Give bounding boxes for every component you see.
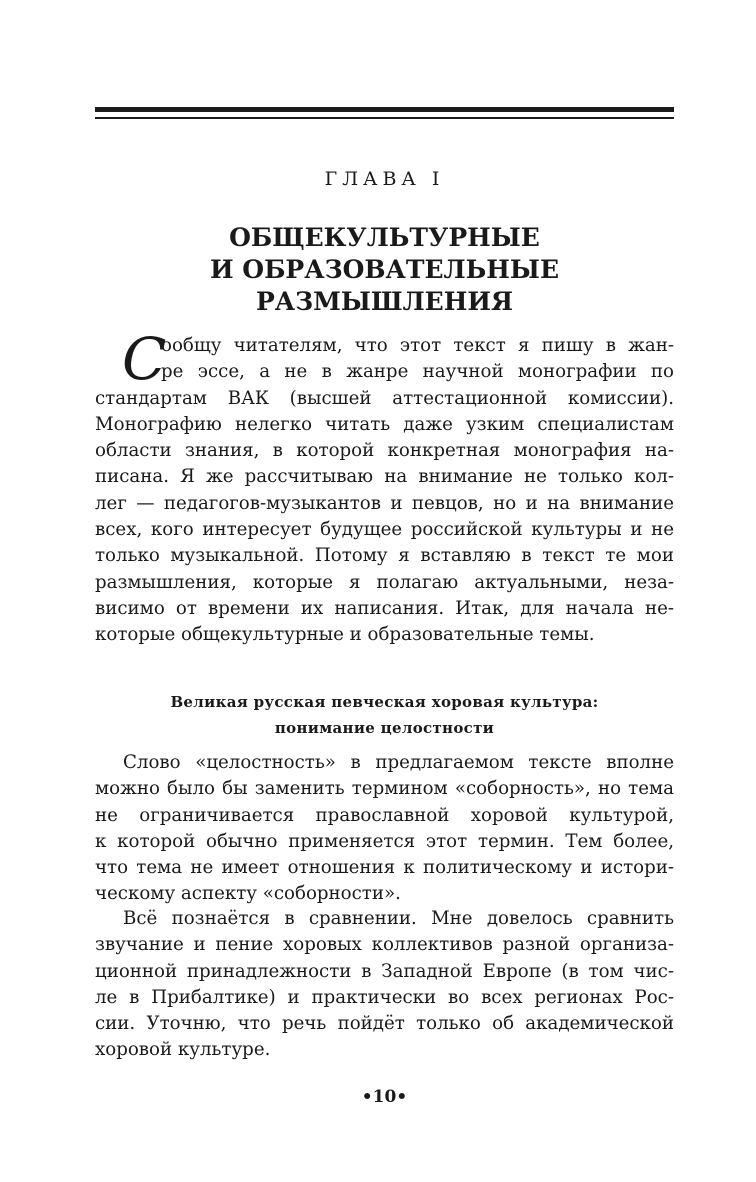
- text-line: ле в Прибалтике) и практически во всех регионах Рос-: [95, 986, 674, 1008]
- text-line: Монографию нелегко читать даже узким специалистам: [95, 413, 674, 435]
- text-line: сии. Уточню, что речь пойдёт только об академической: [95, 1013, 674, 1035]
- text-line: можно было бы заменить термином «соборность», но тема: [95, 778, 674, 800]
- text-line: только музыкальной. Потому я вставляю в текст те мои: [95, 545, 674, 567]
- body-paragraph-1: [95, 750, 674, 908]
- text-line: к которой обычно применяется этот термин. Тем более,: [95, 830, 674, 852]
- chapter-title-line: И ОБРАЗОВАТЕЛЬНЫЕ РАЗМЫШЛЕНИЯ: [209, 255, 560, 316]
- header-rule-thick: [95, 107, 674, 112]
- text-line: лег — педагогов-музыкантов и певцов, но и на внимание: [95, 492, 674, 514]
- text-line: ообщу читателям, что этот текст я пишу в жан-: [161, 335, 674, 356]
- section-heading-line: Великая русская певческая хоровая культура:: [170, 693, 599, 711]
- body-paragraph-2: [95, 906, 674, 1064]
- text-line: ческому аспекту «соборности».: [95, 883, 401, 905]
- section-heading: [95, 689, 674, 741]
- book-page: [95, 0, 674, 1182]
- text-line: не ограничивается православной хоровой культурой,: [95, 804, 674, 826]
- text-line: писана. Я же рассчитываю на внимание не только кол-: [95, 466, 674, 488]
- text-line: которые общекультурные и образовательные темы.: [95, 624, 595, 646]
- text-line: всех, кого интересует будущее российской культуры и не: [95, 519, 674, 541]
- text-line: хоровой культуре.: [95, 1039, 271, 1061]
- text-line: ре эссе, а не в жанре научной монографии по: [161, 361, 674, 383]
- text-line: звучание и пение хоровых коллективов разной организа-: [95, 934, 674, 956]
- chapter-title: [95, 222, 674, 318]
- drop-cap: С: [122, 325, 167, 393]
- text-line: висимо от времени их написания. Итак, для начала не-: [95, 597, 674, 619]
- chapter-title-line: ОБЩЕКУЛЬТУРНЫЕ: [229, 223, 540, 252]
- text-line: ционной принадлежности в Западной Европе (в том чис-: [95, 960, 674, 982]
- section-heading-line: понимание целостности: [274, 719, 495, 737]
- text-line: Слово «целостность» в предлагаемом тексте вполне: [123, 752, 674, 773]
- text-line: размышления, которые я полагаю актуальными, неза-: [95, 571, 674, 593]
- text-line: Всё познаётся в сравнении. Мне довелось сравнить: [123, 908, 674, 929]
- header-rule-thin: [95, 117, 674, 119]
- text-line: что тема не имеет отношения к политическому и истори-: [95, 857, 674, 879]
- text-line: стандартам ВАК (высшей аттестационной комиссии).: [95, 387, 674, 409]
- intro-paragraph: [95, 333, 674, 649]
- page-number: •10•: [361, 1087, 408, 1107]
- text-line: области знания, в которой конкретная монография на-: [95, 440, 674, 462]
- chapter-label: ГЛАВА I: [324, 168, 445, 190]
